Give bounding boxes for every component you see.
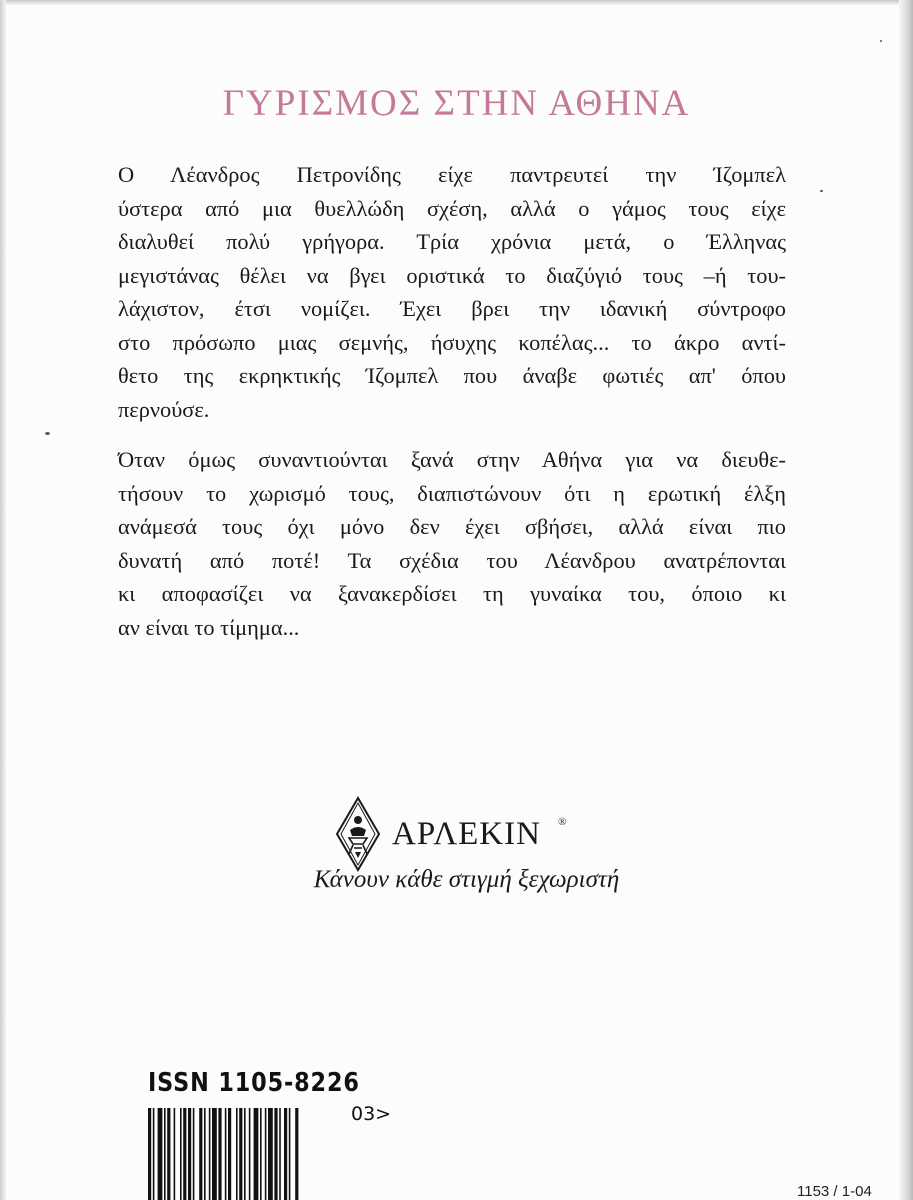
publisher-slogan: Κάνουν κάθε στιγμή ξεχωριστή — [313, 866, 620, 893]
registered-mark: ® — [558, 816, 567, 828]
blurb-line: λάχιστον, έτσι νομίζει. Έχει βρει την ιδανική σύντροφο — [118, 296, 786, 321]
harlequin-diamond-icon — [335, 796, 381, 872]
blurb-line: κι αποφασίζει να ξανακερδίσει τη γυναίκα του, όποιο κι — [118, 581, 786, 606]
publisher-name: ΑΡΛΕΚΙΝ — [392, 816, 541, 852]
dust-speck — [880, 40, 882, 42]
scan-edge-left — [0, 0, 6, 1200]
blurb-line: ανάμεσά τους όχι μόνο δεν έχει σβήσει, αλλά είναι πιο — [118, 514, 786, 539]
dust-speck — [45, 432, 50, 435]
barcode-addon: 03> — [351, 1103, 392, 1125]
blurb-line: δυνατή από ποτέ! Τα σχέδια του Λέανδρου ανατρέπονται — [118, 547, 786, 573]
blurb-line: τήσουν το χωρισμό τους, διαπιστώνουν ότι η ερωτική έλξη — [118, 480, 786, 506]
blurb-paragraph-2 — [118, 443, 786, 644]
blurb-line: διαλυθεί πολύ γρήγορα. Τρία χρόνια μετά, ο Έλληνας — [118, 229, 786, 254]
blurb-line: Όταν όμως συναντιούνται ξανά στην Αθήνα για να διευθε- — [118, 447, 786, 472]
blurb-line: ύστερα από μια θυελλώδη σχέση, αλλά ο γάμος τους είχε — [118, 195, 786, 221]
blurb-line: μεγιστάνας θέλει να βγει οριστικά το διαζύγιό τους –ή του- — [118, 262, 786, 288]
dust-speck — [820, 190, 823, 192]
book-title: ΓΥΡΙΣΜΟΣ ΣΤΗΝ ΑΘΗΝΑ — [222, 83, 691, 124]
blurb-line: Ο Λέανδρος Πετρονίδης είχε παντρευτεί την Ίζομπελ — [118, 162, 786, 187]
scan-edge-right — [899, 0, 913, 1200]
publisher-logo — [0, 796, 913, 876]
issn-label: ISSN 1105-8226 — [148, 1068, 360, 1098]
blurb-paragraph-1 — [118, 158, 786, 426]
barcode-icon — [148, 1108, 348, 1200]
blurb-line: περνούσε. — [118, 396, 210, 422]
blurb-line: θετο της εκρηκτικής Ίζομπελ που άναβε φωτιές απ' όπου — [118, 363, 786, 388]
blurb-line: στο πρόσωπο μιας σεμνής, ήσυχης κοπέλας... το άκρο αντί- — [118, 329, 786, 355]
catalog-code: 1153 / 1-04 — [797, 1183, 872, 1200]
blurb-line: αν είναι το τίμημα... — [118, 614, 300, 640]
scan-edge-top — [0, 0, 913, 5]
